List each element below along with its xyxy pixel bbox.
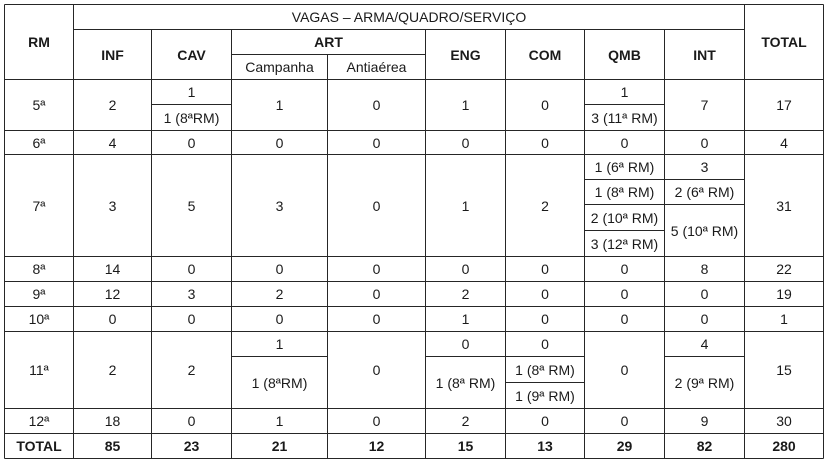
- rm-9-eng: 2: [461, 286, 470, 302]
- rm-11-antiaerea: 0: [372, 362, 381, 378]
- rm-5-int: 7: [700, 97, 709, 113]
- rm-8-total: 22: [776, 261, 792, 277]
- rm-9-total: 19: [776, 286, 792, 302]
- totals-cav: 23: [183, 438, 200, 454]
- rm-6-campanha: 0: [275, 134, 284, 151]
- rm-11-com-b: 1 (8ª RM): [515, 361, 575, 378]
- header-cav: CAV: [177, 46, 206, 63]
- rm-6-eng: 0: [461, 134, 470, 151]
- header-qmb: QMB: [608, 46, 641, 63]
- rm-6-qmb: 0: [620, 134, 629, 151]
- rm-11-cav: 2: [187, 362, 196, 378]
- rm-7-qmb-3: 2 (10ª RM): [590, 209, 659, 226]
- rm-10-inf: 0: [108, 311, 117, 327]
- rm-5-qmb-a: 1: [620, 84, 629, 100]
- rm-5-label: 5ª: [32, 97, 46, 113]
- header-inf: INF: [101, 46, 124, 63]
- rm-7-total: 31: [776, 197, 792, 214]
- rm-5-total: 17: [776, 97, 792, 113]
- rm-10-int: 0: [700, 311, 709, 327]
- rm-8-qmb: 0: [620, 261, 629, 277]
- header-int: INT: [693, 46, 716, 63]
- rm-10-qmb: 0: [620, 311, 629, 327]
- rm-9-inf: 12: [104, 286, 121, 302]
- rm-7-com: 2: [541, 197, 549, 214]
- header-eng: ENG: [450, 46, 481, 63]
- rm-5-inf: 2: [108, 97, 117, 113]
- rm-8-campanha: 0: [275, 261, 284, 277]
- totals-inf: 85: [104, 438, 121, 454]
- rm-7-eng: 1: [461, 197, 470, 214]
- header-art: ART: [314, 34, 343, 50]
- totals-int: 82: [696, 438, 713, 454]
- rm-11-int-a: 4: [700, 336, 709, 352]
- header-campanha: Campanha: [245, 59, 314, 75]
- rm-6-label: 6ª: [32, 134, 46, 151]
- rm-7-label: 7ª: [32, 197, 46, 214]
- rm-5-cav-a: 1: [187, 84, 196, 100]
- rm-7-antiaerea: 0: [372, 197, 381, 214]
- rm-12-antiaerea: 0: [372, 413, 381, 429]
- rm-11-eng-b: 1 (8ª RM): [435, 374, 496, 391]
- rm-5-com: 0: [541, 97, 549, 113]
- rm-11-com-c: 1 (9ª RM): [515, 387, 575, 404]
- rm-9-campanha: 2: [275, 286, 284, 302]
- rm-11-campanha-b: 1 (8ªRM): [251, 374, 308, 391]
- rm-12-total: 30: [776, 413, 792, 429]
- rm-8-inf: 14: [104, 261, 121, 277]
- rm-7-qmb-1: 1 (6ª RM): [594, 159, 655, 175]
- header-total: TOTAL: [761, 34, 807, 50]
- totals-qmb: 29: [616, 438, 633, 454]
- rm-12-inf: 18: [104, 413, 121, 429]
- rm-11-qmb: 0: [620, 362, 629, 378]
- totals-com: 13: [537, 438, 553, 454]
- rm-11-inf: 2: [108, 362, 117, 378]
- rm-7-qmb-4: 3 (12ª RM): [590, 235, 659, 252]
- totals-eng: 15: [457, 438, 474, 454]
- rm-5-antiaerea: 0: [372, 97, 381, 113]
- rm-12-label: 12ª: [28, 413, 50, 429]
- rm-5-eng: 1: [461, 97, 470, 113]
- rm-9-antiaerea: 0: [372, 286, 381, 302]
- rm-9-com: 0: [541, 286, 549, 302]
- rm-12-qmb: 0: [620, 413, 629, 429]
- rm-10-antiaerea: 0: [372, 311, 381, 327]
- rm-10-total: 1: [780, 311, 788, 327]
- rm-6-inf: 4: [108, 134, 117, 151]
- rm-5-cav-b: 1 (8ªRM): [163, 109, 220, 126]
- rm-8-antiaerea: 0: [372, 261, 381, 277]
- rm-7-int-b: 2 (6ª RM): [674, 184, 735, 200]
- rm-10-com: 0: [541, 311, 549, 327]
- rm-8-label: 8ª: [32, 261, 46, 277]
- rm-7-inf: 3: [108, 197, 117, 214]
- rm-5-campanha: 1: [275, 97, 284, 113]
- totals-label: TOTAL: [16, 438, 62, 454]
- rm-11-label: 11ª: [29, 362, 49, 378]
- rm-12-cav: 0: [187, 413, 196, 429]
- rm-10-campanha: 0: [275, 311, 284, 327]
- rm-8-cav: 0: [187, 261, 196, 277]
- rm-11-campanha-a: 1: [275, 336, 284, 352]
- rm-10-label: 10ª: [28, 311, 50, 327]
- rm-8-eng: 0: [461, 261, 470, 277]
- rm-7-cav: 5: [187, 197, 196, 214]
- totals-campanha: 21: [271, 438, 288, 454]
- rm-8-com: 0: [541, 261, 549, 277]
- header-rm: RM: [28, 34, 50, 50]
- rm-9-int: 0: [700, 286, 709, 302]
- header-antiaerea: Antiaérea: [346, 59, 407, 75]
- rm-9-label: 9ª: [32, 286, 46, 302]
- rm-12-com: 0: [541, 413, 549, 429]
- rm-8-int: 8: [700, 261, 709, 277]
- rm-11-total: 15: [776, 362, 792, 378]
- rm-6-com: 0: [541, 134, 549, 151]
- rm-6-cav: 0: [187, 134, 196, 151]
- rm-9-qmb: 0: [620, 286, 629, 302]
- rm-7-int-c: 5 (10ª RM): [670, 222, 739, 239]
- rm-7-campanha: 3: [275, 197, 284, 214]
- rm-5-qmb-b: 3 (11ª RM): [591, 109, 658, 126]
- rm-7-int-a: 3: [700, 159, 709, 175]
- header-vagas: VAGAS – ARMA/QUADRO/SERVIÇO: [291, 9, 527, 25]
- rm-10-eng: 1: [461, 311, 470, 327]
- rm-11-eng-a: 0: [461, 336, 470, 352]
- rm-6-antiaerea: 0: [372, 134, 381, 151]
- totals-total: 280: [772, 438, 796, 454]
- rm-10-cav: 0: [187, 311, 196, 327]
- totals-antiaerea: 12: [368, 438, 385, 454]
- rm-12-campanha: 1: [275, 413, 284, 429]
- rm-11-int-b: 2 (9ª RM): [674, 374, 735, 391]
- rm-7-qmb-2: 1 (8ª RM): [594, 184, 655, 200]
- rm-9-cav: 3: [187, 286, 196, 302]
- rm-6-int: 0: [700, 134, 709, 151]
- rm-11-com-a: 0: [541, 336, 549, 352]
- rm-12-eng: 2: [461, 413, 470, 429]
- rm-6-total: 4: [780, 134, 788, 151]
- header-com: COM: [528, 46, 562, 63]
- rm-12-int: 9: [700, 413, 709, 429]
